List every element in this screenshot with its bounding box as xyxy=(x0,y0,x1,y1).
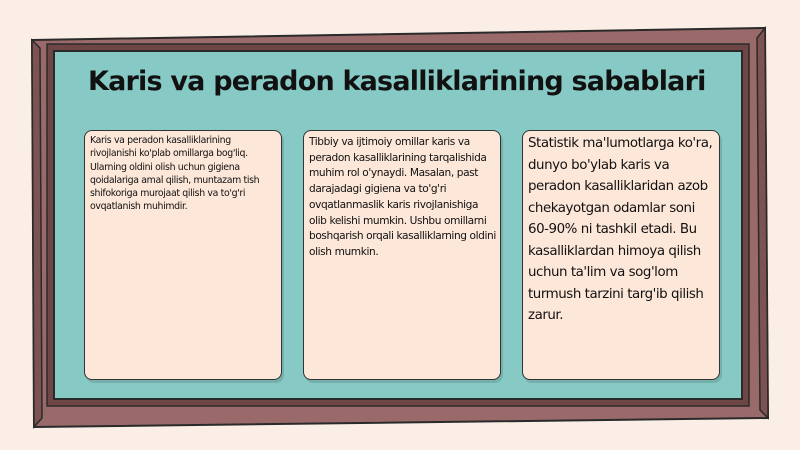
text-card-factors xyxy=(303,130,501,380)
slide-title: Karis va peradon kasalliklarining sabablari xyxy=(88,66,706,97)
text-card-statistics xyxy=(522,130,720,380)
card-text: Karis va peradon kasalliklarining rivojlanishi ko'plab omillarga bog'liq. Ularning oldini olish uchun gigiena qoidalariga amal qilish, muntazam tish shifokoriga murojaat qilish va to'g'ri ovqatlanish muhimdir. xyxy=(90,135,260,213)
text-card-hygiene xyxy=(84,130,282,380)
card-text: Tibbiy va ijtimoiy omillar karis va peradon kasalliklarining tarqalishida muhim rol o'ynaydi. Masalan, past darajadagi gigiena va to'g'ri ovqatlanmaslik karis rivojlanishiga olib kelishi mumkin. Ushbu omillarni boshqarish orqali kasalliklarning oldini olish mumkin. xyxy=(309,136,496,258)
card-text: Statistik ma'lumotlarga ko'ra, dunyo bo'ylab karis va peradon kasalliklaridan azob chekayotgan odamlar soni 60-90% ni tashkil etadi. Bu kasalliklardan himoya qilish uchun ta'lim va sog'lom turmush tarzini targ'ib qilish zarur. xyxy=(528,136,713,323)
